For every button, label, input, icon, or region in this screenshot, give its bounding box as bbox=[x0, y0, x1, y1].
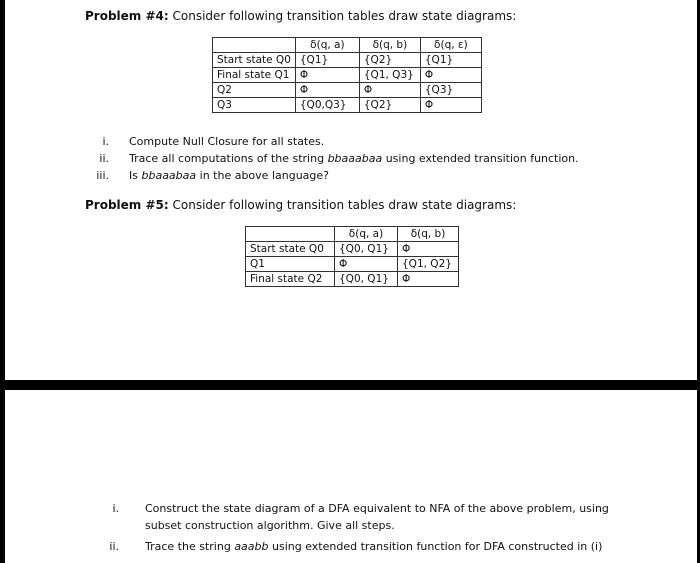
table-header-cell: δ(q, ε) bbox=[420, 38, 481, 53]
table-cell: Final state Q1 bbox=[213, 68, 296, 83]
problem-5-heading bbox=[85, 198, 516, 212]
list-item-text: Trace the string aaabb using extended transition function for DFA constructed in (i) bbox=[145, 540, 603, 553]
table-cell: {Q3} bbox=[420, 83, 481, 98]
table-row bbox=[213, 53, 482, 68]
table-header-cell: δ(q, a) bbox=[295, 38, 359, 53]
list-item-number: ii. bbox=[99, 152, 109, 165]
transition-table-5 bbox=[245, 226, 459, 287]
table-header-cell: δ(q, b) bbox=[398, 227, 459, 242]
table-cell: {Q2} bbox=[359, 53, 420, 68]
table-row bbox=[213, 98, 482, 113]
problem-5-text: Consider following transition tables draw state diagrams: bbox=[168, 198, 517, 212]
problem-4-label: Problem #4: bbox=[85, 9, 169, 23]
table-header-cell bbox=[246, 227, 335, 242]
list-item bbox=[89, 151, 649, 168]
list-item-text: Trace all computations of the string bbaaabaa using extended transition function. bbox=[129, 152, 579, 165]
list-item bbox=[105, 500, 625, 534]
table-row bbox=[213, 68, 482, 83]
document-page-2 bbox=[5, 390, 697, 563]
table-header-cell: δ(q, b) bbox=[359, 38, 420, 53]
table-cell: Start state Q0 bbox=[213, 53, 296, 68]
table-cell: Φ bbox=[295, 68, 359, 83]
table-header-cell: δ(q, a) bbox=[335, 227, 398, 242]
table-cell: {Q1, Q2} bbox=[398, 257, 459, 272]
table-cell: Start state Q0 bbox=[246, 242, 335, 257]
table-row bbox=[213, 83, 482, 98]
table-cell: Φ bbox=[335, 257, 398, 272]
problem-4-task-list bbox=[89, 134, 649, 185]
problem-5-label: Problem #5: bbox=[85, 198, 169, 212]
table-cell: Φ bbox=[420, 68, 481, 83]
list-item-number: i. bbox=[102, 135, 109, 148]
table-row bbox=[246, 272, 459, 287]
table-header-cell bbox=[213, 38, 296, 53]
table-cell: Q3 bbox=[213, 98, 296, 113]
table-cell: Q2 bbox=[213, 83, 296, 98]
table-cell: {Q1} bbox=[295, 53, 359, 68]
problem-4-text: Consider following transition tables draw state diagrams: bbox=[168, 9, 517, 23]
table-row bbox=[246, 257, 459, 272]
table-row bbox=[246, 242, 459, 257]
table-cell: Φ bbox=[420, 98, 481, 113]
table-cell: Q1 bbox=[246, 257, 335, 272]
list-item-text: Construct the state diagram of a DFA equivalent to NFA of the above problem, using subset construction algorithm. Give all steps. bbox=[145, 502, 609, 532]
list-item-number: i. bbox=[112, 502, 119, 515]
table-cell: {Q1} bbox=[420, 53, 481, 68]
list-item-text: Compute Null Closure for all states. bbox=[129, 135, 325, 148]
table-cell: {Q0, Q1} bbox=[335, 242, 398, 257]
problem-4-heading bbox=[85, 9, 516, 23]
table-cell: {Q1, Q3} bbox=[359, 68, 420, 83]
list-item bbox=[105, 538, 625, 555]
document-page-1 bbox=[5, 0, 697, 380]
table-cell: {Q0, Q1} bbox=[335, 272, 398, 287]
table-cell: Φ bbox=[398, 242, 459, 257]
list-item-number: iii. bbox=[96, 169, 109, 182]
table-cell: Φ bbox=[359, 83, 420, 98]
list-item-number: ii. bbox=[109, 540, 119, 553]
list-item bbox=[89, 168, 649, 185]
transition-table-4 bbox=[212, 37, 482, 113]
table-cell: Φ bbox=[398, 272, 459, 287]
list-item-text: Is bbaaabaa in the above language? bbox=[129, 169, 329, 182]
problem-5-task-list bbox=[105, 500, 625, 555]
table-cell: Final state Q2 bbox=[246, 272, 335, 287]
table-cell: {Q2} bbox=[359, 98, 420, 113]
table-cell: Φ bbox=[295, 83, 359, 98]
table-cell: {Q0,Q3} bbox=[295, 98, 359, 113]
list-item bbox=[89, 134, 649, 151]
